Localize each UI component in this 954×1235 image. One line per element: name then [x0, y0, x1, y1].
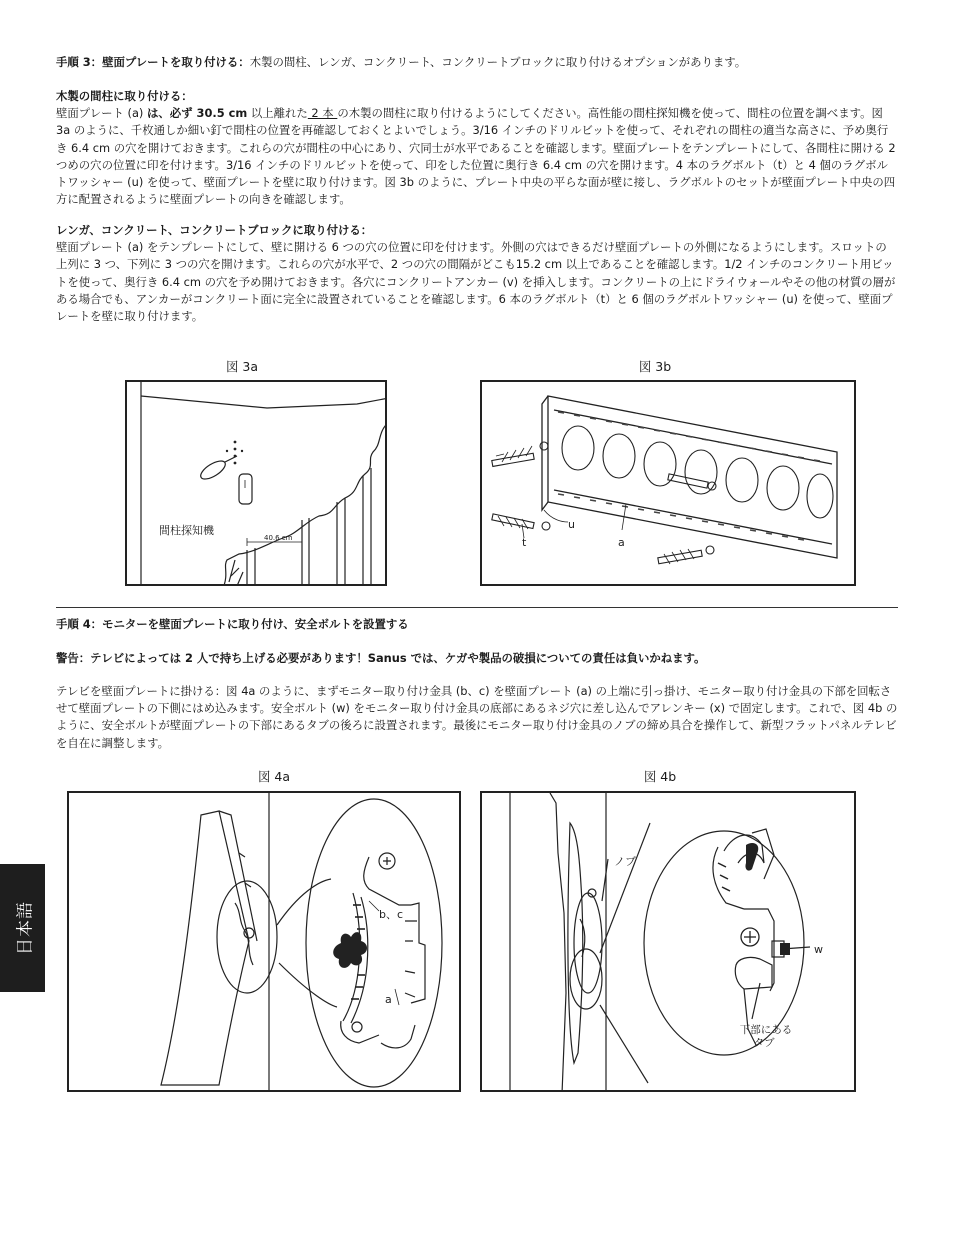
- fig4a-drawing: [69, 793, 461, 1092]
- figure-4b: [480, 791, 856, 1092]
- label-tab-1: 下部にある: [739, 1024, 793, 1036]
- figure-4a: [67, 791, 461, 1092]
- brick-section: [56, 222, 898, 325]
- label-a: a: [618, 536, 625, 549]
- brick-heading: レンガ、コンクリート、コンクリートブロックに取り付ける：: [56, 223, 373, 237]
- wood-p-bold: は、必ず 30.5 cm: [147, 106, 248, 121]
- label-u: u: [568, 518, 575, 531]
- fig4b-caption: 図 4b: [643, 769, 677, 784]
- dimension-label: 40.6 cm: [264, 534, 293, 542]
- wood-paragraph: [56, 105, 898, 208]
- wood-heading: 木製の間柱に取り付ける：: [56, 89, 193, 103]
- language-tab: [0, 864, 45, 992]
- fig3b-caption: 図 3b: [638, 359, 672, 374]
- label-w: w: [814, 943, 823, 956]
- fig3a-caption: 図 3a: [225, 359, 259, 374]
- step4-warning-line: [56, 650, 898, 667]
- stud-finder-label: 間柱探知機: [159, 524, 214, 537]
- step4-body-block: [56, 683, 898, 752]
- figure-3b: [480, 380, 856, 586]
- step4-heading-line: [56, 616, 898, 633]
- wood-p-part: の木製の間柱に取り付けるようにしてください。高性能の間柱探知機を使って、間柱の位置を調べます。図 3a のように、千枚通しか細い釘で間柱の位置を再確認しておくとよいでしょう。3/16 インチのドリルビットを使って、それぞれの間柱の適当な高さに、予め奥行き 6.4 cm の穴を開けておきます。これらの穴が間柱の中心にあり、穴同士が水平であることを確認します。壁面プレートをテンプレートにして、各間柱に開ける 2 つめの穴の位置に印を付けます。3/16 インチのドリルビットを使って、印をした位置に奥行き 6.4 cm の穴を開けます。4 本のラグボルト（t）と 4 個のラグボルトワッシャー (u) を使って、壁面プレートを壁に取り付けます。図 3b のように、プレート中央の平らな面が壁に接し、ラグボルトのセットが壁面プレート中央の四方に配置されるように壁面プレートの向きを確認します。: [56, 106, 896, 207]
- step3-intro: 木製の間柱、レンガ、コンクリート、コンクリートブロックに取り付けるオプションがあります。: [249, 55, 747, 69]
- wood-p-part: 以上離れた: [247, 106, 308, 121]
- label-tab-2: タブ: [753, 1037, 775, 1049]
- fig3b-drawing: [482, 382, 856, 586]
- step3-heading: 手順 3：壁面プレートを取り付ける：: [56, 55, 250, 69]
- label-t: t: [522, 536, 527, 549]
- fig4b-drawing: [482, 793, 856, 1092]
- brick-paragraph: 壁面プレート (a) をテンプレートにして、壁に開ける 6 つの穴の位置に印を付けます。外側の穴はできるだけ壁面プレートの外側になるようにします。スロットの上列に 3 つ、下列に 3 つの穴を開けます。これらの穴が水平で、2 つの穴の間隔がどこも15.2 cm 以上であることを確認します。1/2 インチのコンクリート用ビットを使って、奥行き 6.4 cm の穴を予め開けておきます。各穴にコンクリートアンカー (v) を挿入します。コンクリートの上にドライウォールやその他の材質の層がある場合でも、アンカーがコンクリート面に完全に設置されていることを確認します。6 本のラグボルト（t）と 6 個のラグボルトワッシャー (u) を使って、壁面プレートを壁に取り付けます。: [56, 240, 896, 324]
- wood-stud-section: [56, 88, 898, 208]
- section-divider: [56, 607, 898, 608]
- wood-p-part: 壁面プレート (a): [56, 106, 147, 121]
- figure-3a: [125, 380, 387, 586]
- label-knob: ノブ: [614, 855, 636, 868]
- step4-heading: 手順 4：モニターを壁面プレートに取り付け、安全ボルトを設置する: [56, 617, 409, 631]
- step4-warning: 警告：テレビによっては 2 人で持ち上げる必要があります！Sanus では、ケガや製品の破損についての責任は負いかねます。: [56, 651, 706, 665]
- fig4a-caption: 図 4a: [257, 769, 291, 784]
- label-bc: b、c: [379, 908, 404, 921]
- fig3a-drawing: [127, 382, 387, 586]
- label-a-4a: a: [385, 993, 392, 1006]
- wood-p-underline: 2 本: [307, 106, 338, 121]
- step3-intro-line: [56, 54, 898, 71]
- step4-body: テレビを壁面プレートに掛ける：図 4a のように、まずモニター取り付け金具 (b、c) を壁面プレート (a) の上端に引っ掛け、モニター取り付け金具の下部を回転させて壁面プレートの下側にはめ込みます。安全ボルト (w) をモニター取り付け金具の底部にあるネジ穴に差し込んでアレンキー (x) で固定します。これで、図 4b のように、安全ボルトが壁面プレートの下部にあるタブの後ろに設置されます。最後にモニター取り付け金具のノブの締め具合を操作して、新型フラットパネルテレビを自在に調整します。: [56, 684, 898, 750]
- language-tab-label: 日本語: [15, 901, 35, 955]
